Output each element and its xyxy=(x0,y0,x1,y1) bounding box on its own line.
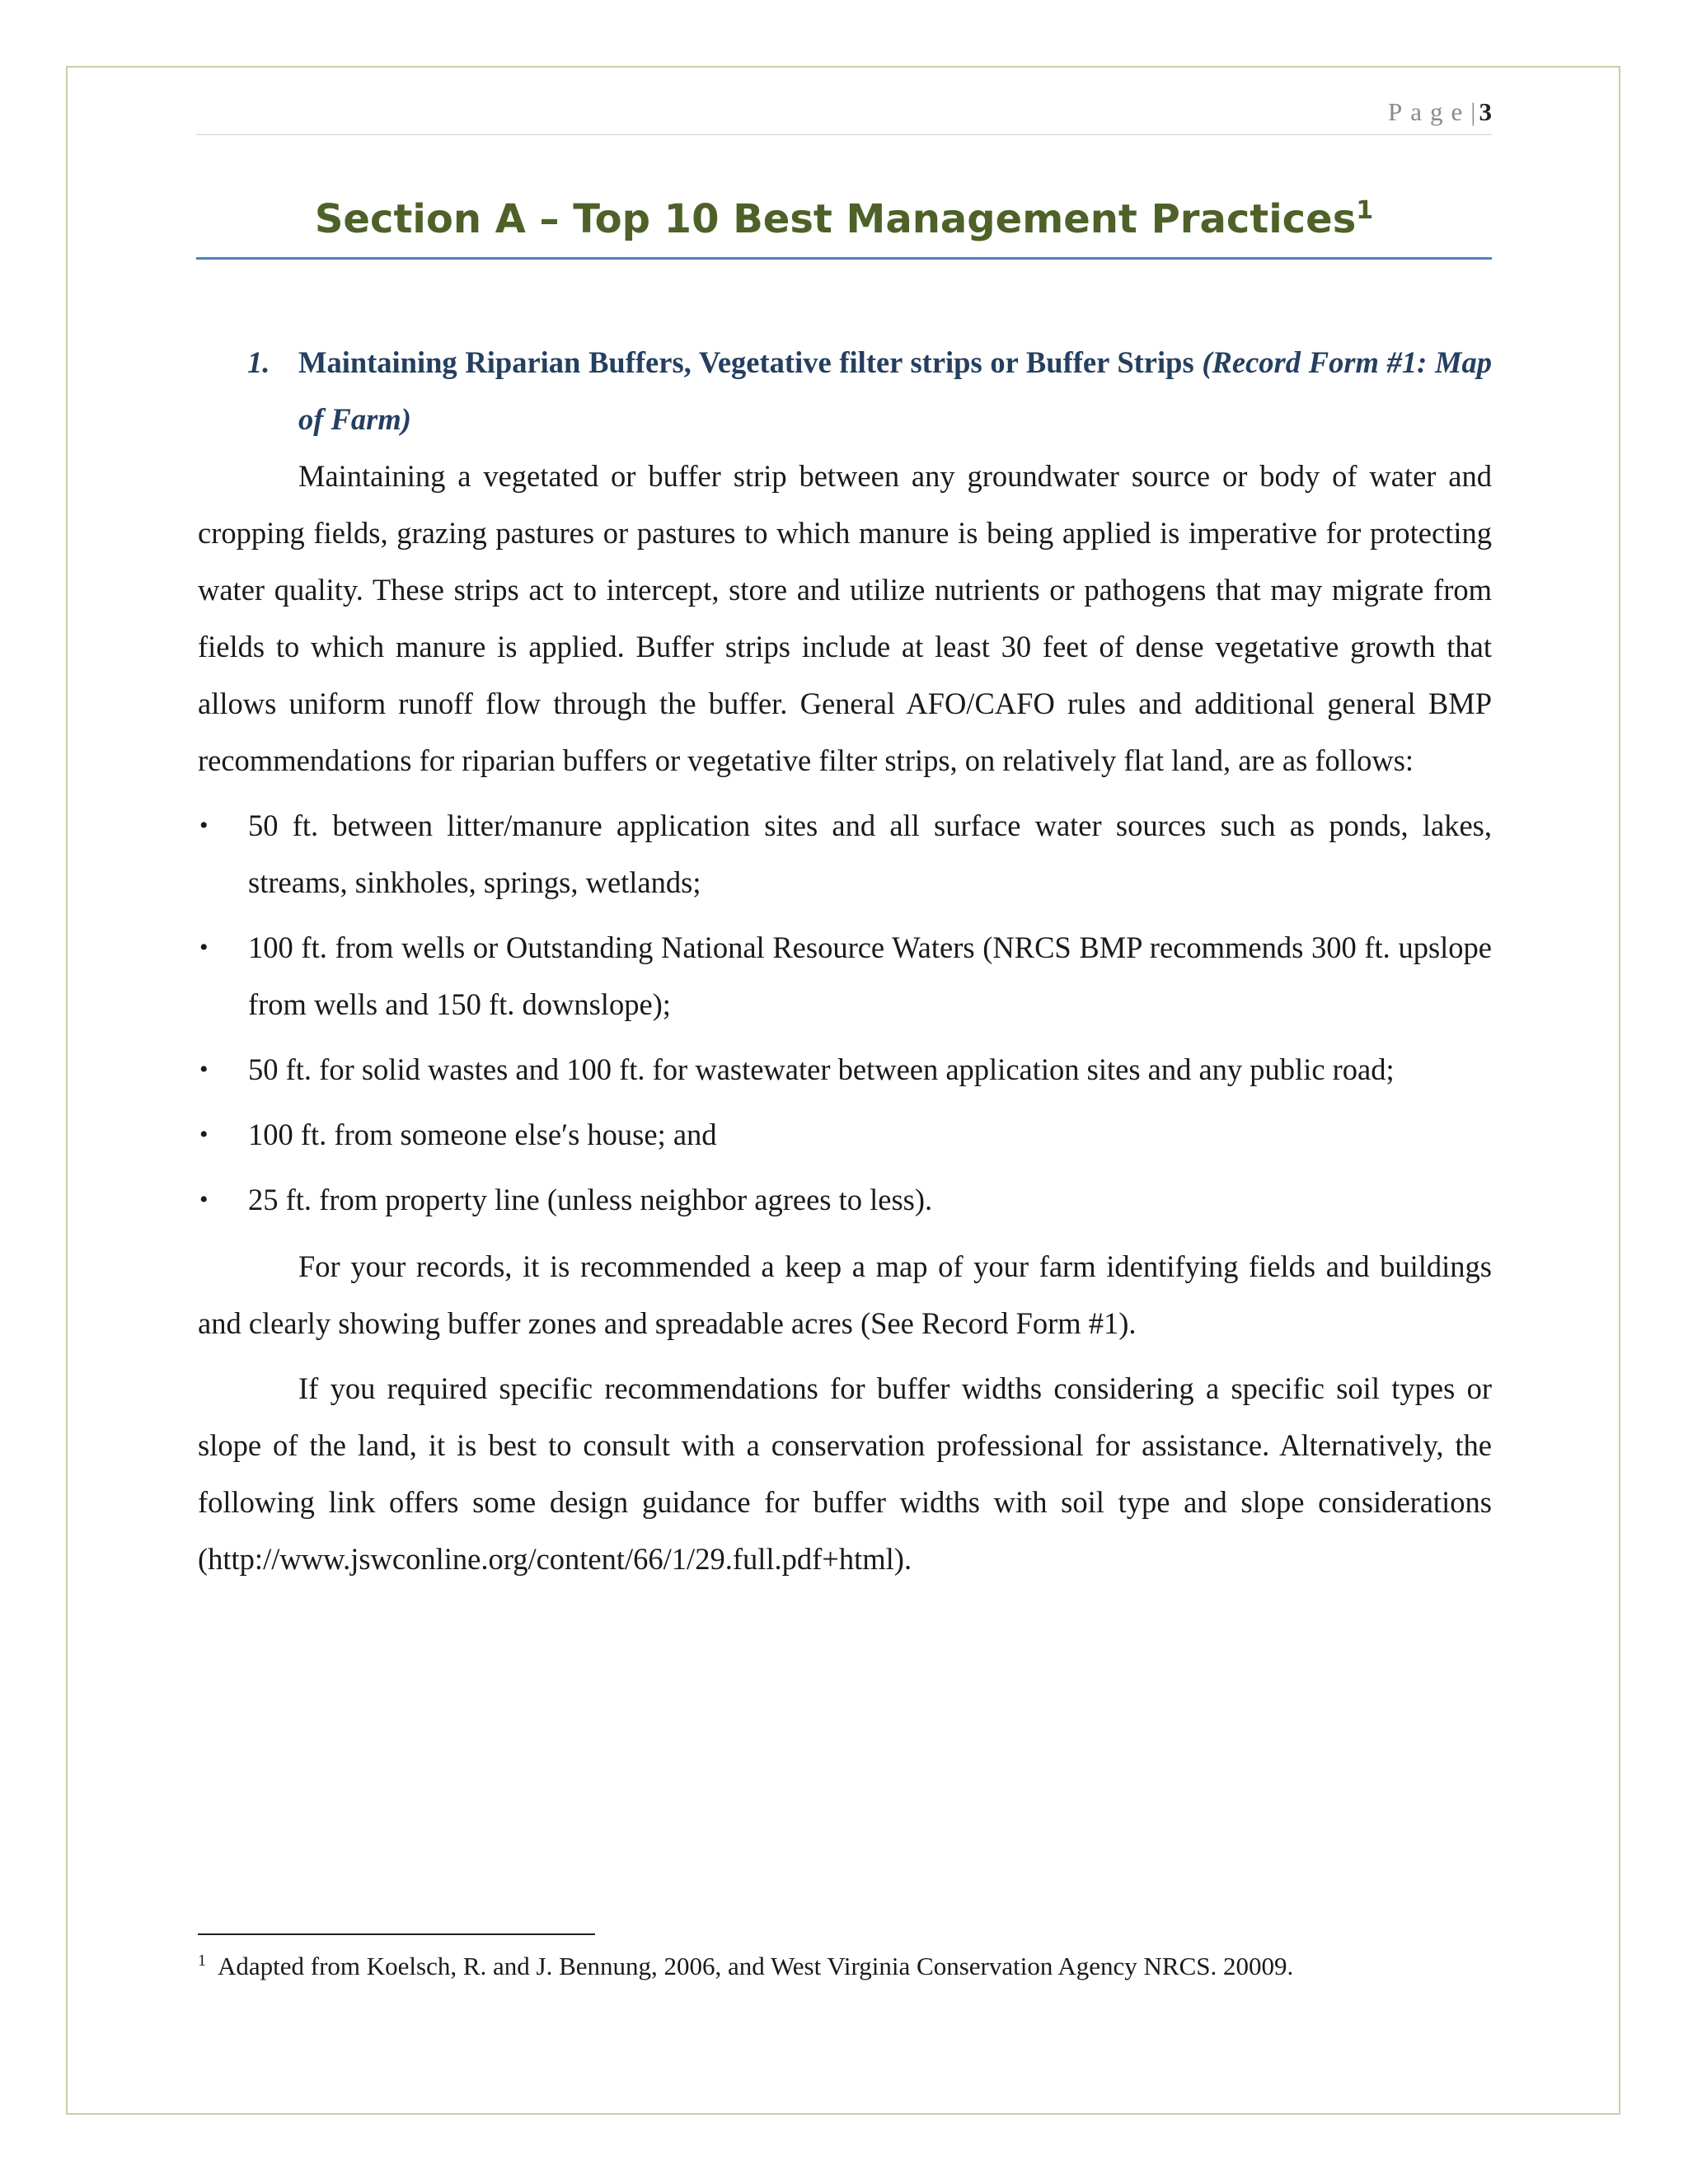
bullet-icon: • xyxy=(199,1121,209,1148)
bullet-icon: • xyxy=(199,934,209,961)
document-body xyxy=(198,334,1492,1587)
paragraph: Maintaining a vegetated or buffer strip between any groundwater source or body of water and cropping fields, grazing pastures or pastures to which manure is being applied is imperative for protecting water quality. These strips act to intercept, store and utilize nutrients or pathogens that may migrate from fields to which manure is applied. Buffer strips include at least 30 feet of dense vegetative growth that allows uniform runoff flow through the buffer. General AFO/CAFO rules and additional general BMP recommendations for riparian buffers or vegetative filter strips, on relatively flat land, are as follows: xyxy=(198,459,1492,777)
footnote-text: Adapted from Koelsch, R. and J. Bennung, 2006, and West Virginia Conservation Agency NRCS. 20009. xyxy=(218,1952,1294,1980)
list-item-text: 50 ft. between litter/manure application sites and all surface water sources such as ponds, lakes, streams, sinkholes, springs, wetlands; xyxy=(248,808,1492,899)
section-title xyxy=(196,196,1492,242)
list-item-text: 100 ft. from wells or Outstanding National Resource Waters (NRCS BMP recommends 300 ft. upslope from wells and 150 ft. downslope); xyxy=(248,930,1492,1021)
list-item xyxy=(198,797,1492,911)
item-heading-record-form: (Record Form #1: Map of Farm) xyxy=(298,345,1492,436)
section-title-text: Section A – Top 10 Best Management Practices xyxy=(314,196,1357,242)
list-item-text: 25 ft. from property line (unless neighbor agrees to less). xyxy=(248,1183,933,1216)
item-number: 1. xyxy=(247,345,270,379)
title-rule xyxy=(196,257,1492,260)
list-item xyxy=(198,1171,1492,1228)
page-separator: | xyxy=(1470,97,1479,126)
page-label: Page xyxy=(1388,97,1471,126)
item-heading-text: Maintaining Riparian Buffers, Vegetative filter strips or Buffer Strips xyxy=(298,345,1203,379)
bullet-icon: • xyxy=(199,1056,209,1083)
paragraph: If you required specific recommendations for buffer widths considering a specific soil types or slope of the land, it is best to consult with a conservation professional for assistance. Alternatively, the following link offers some design guidance for buffer widths with soil type and slope considerations (http://www.jswconline.org/content/66/1/29.full.pdf+html). xyxy=(198,1371,1492,1576)
list-item-text: 100 ft. from someone else′s house; and xyxy=(248,1118,717,1151)
paragraph: For your records, it is recommended a keep a map of your farm identifying fields and buildings and clearly showing buffer zones and spreadable acres (See Record Form #1). xyxy=(198,1249,1492,1340)
page-number-header xyxy=(1388,97,1492,127)
bullet-list xyxy=(198,797,1492,1228)
list-item xyxy=(198,919,1492,1033)
footnote-mark: 1 xyxy=(198,1951,206,1970)
bullet-icon: • xyxy=(199,812,209,839)
header-rule xyxy=(196,134,1492,135)
page-number: 3 xyxy=(1479,97,1492,126)
list-item xyxy=(198,1041,1492,1098)
footnote xyxy=(198,1950,1492,1983)
list-item xyxy=(198,1106,1492,1163)
footnote-separator xyxy=(198,1933,595,1935)
list-item-text: 50 ft. for solid wastes and 100 ft. for wastewater between application sites and any public road; xyxy=(248,1052,1395,1086)
bullet-icon: • xyxy=(199,1186,209,1213)
title-footnote-ref: 1 xyxy=(1356,196,1374,225)
item-heading xyxy=(198,334,1492,448)
